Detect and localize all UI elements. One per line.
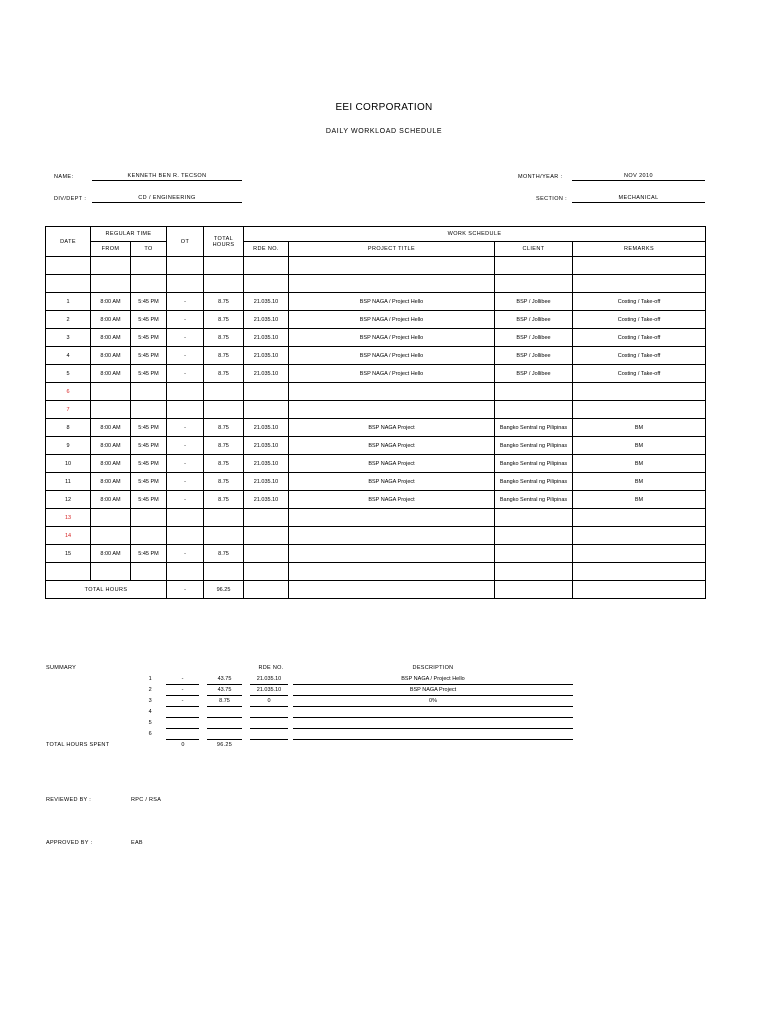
- cell-rde: [244, 257, 289, 275]
- total-empty-cell: [289, 581, 495, 599]
- cell-to: 5:45 PM: [131, 455, 167, 473]
- summary-ot: [166, 708, 199, 718]
- table-row: [46, 275, 706, 293]
- cell-project: BSP NAGA Project: [289, 491, 495, 509]
- cell-remarks: Costing / Take-off: [573, 347, 706, 365]
- cell-client: BSP / Jollibee: [495, 293, 573, 311]
- cell-remarks: [573, 509, 706, 527]
- cell-client: Bangko Sentral ng Pilipinas: [495, 473, 573, 491]
- regular-time-header: REGULAR TIME: [91, 227, 167, 242]
- summary-desc: [293, 730, 573, 740]
- cell-client: Bangko Sentral ng Pilipinas: [495, 455, 573, 473]
- remarks-header: REMARKS: [573, 242, 706, 257]
- to-header: TO: [131, 242, 167, 257]
- cell-total: 8.75: [204, 347, 244, 365]
- cell-date: [46, 275, 91, 293]
- cell-client: [495, 509, 573, 527]
- cell-remarks: [573, 545, 706, 563]
- total-empty-cell: [244, 581, 289, 599]
- cell-ot: [167, 563, 204, 581]
- cell-from: 8:00 AM: [91, 419, 131, 437]
- summary-desc-header: DESCRIPTION: [412, 665, 454, 671]
- cell-from: 8:00 AM: [91, 365, 131, 383]
- from-header: FROM: [91, 242, 131, 257]
- table-row: [46, 419, 706, 437]
- summary-rde: [250, 730, 288, 740]
- cell-ot: [167, 401, 204, 419]
- document-title: DAILY WORKLOAD SCHEDULE: [325, 128, 443, 135]
- project-title-header: PROJECT TITLE: [289, 242, 495, 257]
- table-row: [46, 329, 706, 347]
- cell-date: 3: [46, 329, 91, 347]
- summary-ot: -: [166, 697, 199, 707]
- summary-num: 6: [148, 731, 152, 737]
- cell-from: 8:00 AM: [91, 347, 131, 365]
- cell-ot: -: [167, 491, 204, 509]
- cell-rde: 21.035.10: [244, 491, 289, 509]
- cell-ot: [167, 257, 204, 275]
- cell-to: 5:45 PM: [131, 311, 167, 329]
- cell-date: [46, 257, 91, 275]
- cell-project: BSP NAGA / Project Hello: [289, 347, 495, 365]
- cell-to: [131, 401, 167, 419]
- cell-rde: [244, 563, 289, 581]
- cell-remarks: BM: [573, 419, 706, 437]
- cell-to: 5:45 PM: [131, 545, 167, 563]
- summary-num: 1: [148, 676, 152, 682]
- cell-client: [495, 563, 573, 581]
- cell-from: 8:00 AM: [91, 329, 131, 347]
- cell-from: [91, 509, 131, 527]
- total-empty-cell: [495, 581, 573, 599]
- cell-project: BSP NAGA / Project Hello: [289, 311, 495, 329]
- cell-remarks: Costing / Take-off: [573, 293, 706, 311]
- cell-total: 8.75: [204, 365, 244, 383]
- cell-remarks: [573, 383, 706, 401]
- cell-client: BSP / Jollibee: [495, 329, 573, 347]
- cell-total: [204, 563, 244, 581]
- cell-from: 8:00 AM: [91, 437, 131, 455]
- cell-date: [46, 563, 91, 581]
- cell-from: [91, 383, 131, 401]
- summary-num: 5: [148, 720, 152, 726]
- cell-remarks: [573, 275, 706, 293]
- cell-date: 10: [46, 455, 91, 473]
- cell-total: [204, 257, 244, 275]
- cell-ot: -: [167, 311, 204, 329]
- name-label: NAME:: [54, 174, 74, 180]
- cell-total: 8.75: [204, 491, 244, 509]
- cell-rde: 21.035.10: [244, 473, 289, 491]
- cell-ot: -: [167, 545, 204, 563]
- cell-from: 8:00 AM: [91, 545, 131, 563]
- cell-total: 8.75: [204, 455, 244, 473]
- cell-date: 7: [46, 401, 91, 419]
- cell-project: BSP NAGA / Project Hello: [289, 329, 495, 347]
- monthyear-label: MONTH/YEAR :: [518, 174, 563, 180]
- cell-client: BSP / Jollibee: [495, 365, 573, 383]
- cell-remarks: [573, 527, 706, 545]
- summary-rde-header: RDE NO.: [258, 665, 284, 671]
- cell-remarks: BM: [573, 491, 706, 509]
- cell-ot: [167, 275, 204, 293]
- cell-to: 5:45 PM: [131, 329, 167, 347]
- cell-project: [289, 275, 495, 293]
- cell-to: [131, 275, 167, 293]
- cell-from: [91, 275, 131, 293]
- cell-to: 5:45 PM: [131, 473, 167, 491]
- cell-date: 12: [46, 491, 91, 509]
- cell-to: 5:45 PM: [131, 365, 167, 383]
- cell-rde: 21.035.10: [244, 365, 289, 383]
- table-row: [46, 545, 706, 563]
- work-schedule-header: WORK SCHEDULE: [244, 227, 706, 242]
- cell-total: 8.75: [204, 437, 244, 455]
- table-row: [46, 437, 706, 455]
- cell-remarks: BM: [573, 473, 706, 491]
- total-ot: -: [167, 581, 204, 599]
- cell-ot: -: [167, 329, 204, 347]
- cell-rde: 21.035.10: [244, 311, 289, 329]
- cell-client: [495, 257, 573, 275]
- table-row: [46, 473, 706, 491]
- cell-project: BSP NAGA / Project Hello: [289, 365, 495, 383]
- cell-remarks: [573, 257, 706, 275]
- cell-date: 11: [46, 473, 91, 491]
- cell-from: 8:00 AM: [91, 311, 131, 329]
- summary-label: SUMMARY: [46, 665, 77, 671]
- cell-rde: [244, 509, 289, 527]
- cell-rde: 21.035.10: [244, 437, 289, 455]
- cell-project: [289, 401, 495, 419]
- cell-client: [495, 401, 573, 419]
- cell-ot: -: [167, 419, 204, 437]
- total-empty-cell: [573, 581, 706, 599]
- cell-ot: [167, 527, 204, 545]
- ot-header: OT: [167, 227, 204, 257]
- cell-project: BSP NAGA Project: [289, 419, 495, 437]
- cell-date: 8: [46, 419, 91, 437]
- cell-total: [204, 275, 244, 293]
- cell-to: [131, 527, 167, 545]
- summary-hours: 43.75: [207, 675, 242, 685]
- cell-project: [289, 257, 495, 275]
- table-row: [46, 455, 706, 473]
- cell-total: [204, 527, 244, 545]
- cell-remarks: Costing / Take-off: [573, 329, 706, 347]
- cell-project: BSP NAGA / Project Hello: [289, 293, 495, 311]
- cell-to: 5:45 PM: [131, 437, 167, 455]
- cell-ot: -: [167, 437, 204, 455]
- cell-rde: 21.035.10: [244, 347, 289, 365]
- total-hours-spent-label: TOTAL HOURS SPENT: [46, 742, 110, 748]
- cell-date: 9: [46, 437, 91, 455]
- summary-ot: -: [166, 686, 199, 696]
- summary-ot: [166, 730, 199, 740]
- cell-rde: [244, 401, 289, 419]
- cell-remarks: [573, 563, 706, 581]
- total-hours-spent-ot: 0: [181, 742, 185, 748]
- summary-rde: 0: [250, 697, 288, 707]
- cell-rde: 21.035.10: [244, 329, 289, 347]
- workload-table: [45, 226, 706, 599]
- cell-client: Bangko Sentral ng Pilipinas: [495, 419, 573, 437]
- cell-from: 8:00 AM: [91, 293, 131, 311]
- summary-rde: 21.035.10: [250, 686, 288, 696]
- cell-from: 8:00 AM: [91, 455, 131, 473]
- cell-from: [91, 527, 131, 545]
- cell-date: 15: [46, 545, 91, 563]
- cell-remarks: BM: [573, 455, 706, 473]
- total-hours-label: TOTAL HOURS: [46, 581, 167, 599]
- cell-total: 8.75: [204, 473, 244, 491]
- cell-rde: 21.035.10: [244, 419, 289, 437]
- cell-remarks: Costing / Take-off: [573, 365, 706, 383]
- cell-to: [131, 383, 167, 401]
- summary-hours: 43.75: [207, 686, 242, 696]
- cell-date: 2: [46, 311, 91, 329]
- total-hours-value: 96.25: [204, 581, 244, 599]
- cell-remarks: Costing / Take-off: [573, 311, 706, 329]
- cell-client: [495, 527, 573, 545]
- cell-ot: -: [167, 473, 204, 491]
- cell-date: 4: [46, 347, 91, 365]
- cell-project: [289, 383, 495, 401]
- cell-rde: 21.035.10: [244, 293, 289, 311]
- cell-rde: [244, 527, 289, 545]
- cell-rde: [244, 275, 289, 293]
- summary-num: 2: [148, 687, 152, 693]
- cell-project: BSP NAGA Project: [289, 455, 495, 473]
- cell-client: BSP / Jollibee: [495, 347, 573, 365]
- table-row: [46, 383, 706, 401]
- cell-date: 6: [46, 383, 91, 401]
- cell-project: [289, 509, 495, 527]
- cell-client: [495, 275, 573, 293]
- total-hours-spent-value: 96.25: [216, 742, 233, 748]
- summary-ot: [166, 719, 199, 729]
- cell-client: Bangko Sentral ng Pilipinas: [495, 437, 573, 455]
- cell-from: [91, 257, 131, 275]
- cell-from: [91, 563, 131, 581]
- cell-total: [204, 383, 244, 401]
- cell-to: [131, 257, 167, 275]
- table-row: [46, 527, 706, 545]
- cell-total: [204, 509, 244, 527]
- cell-date: 14: [46, 527, 91, 545]
- cell-client: [495, 383, 573, 401]
- cell-client: Bangko Sentral ng Pilipinas: [495, 491, 573, 509]
- summary-num: 3: [148, 698, 152, 704]
- cell-ot: [167, 509, 204, 527]
- table-row: [46, 509, 706, 527]
- cell-ot: -: [167, 293, 204, 311]
- cell-to: 5:45 PM: [131, 419, 167, 437]
- cell-total: 8.75: [204, 311, 244, 329]
- cell-to: 5:45 PM: [131, 347, 167, 365]
- divdept-value: CD / ENGINEERING: [92, 194, 242, 203]
- approved-by-label: APPROVED BY :: [46, 840, 93, 846]
- divdept-label: DIV/DEPT :: [54, 196, 87, 202]
- cell-total: 8.75: [204, 329, 244, 347]
- section-label: SECTION :: [536, 196, 568, 202]
- table-row: [46, 347, 706, 365]
- cell-from: 8:00 AM: [91, 491, 131, 509]
- company-name: EEI CORPORATION: [335, 102, 433, 113]
- summary-desc: 0%: [293, 697, 573, 707]
- cell-project: [289, 527, 495, 545]
- cell-to: 5:45 PM: [131, 491, 167, 509]
- reviewed-by-label: REVIEWED BY :: [46, 797, 92, 803]
- cell-from: 8:00 AM: [91, 473, 131, 491]
- cell-project: BSP NAGA Project: [289, 473, 495, 491]
- cell-client: [495, 545, 573, 563]
- summary-hours: [207, 708, 242, 718]
- cell-project: BSP NAGA Project: [289, 437, 495, 455]
- rde-no-header: RDE NO.: [244, 242, 289, 257]
- summary-rde: 21.035.10: [250, 675, 288, 685]
- cell-client: BSP / Jollibee: [495, 311, 573, 329]
- cell-remarks: BM: [573, 437, 706, 455]
- cell-ot: -: [167, 365, 204, 383]
- name-value: KENNETH BEN R. TECSON: [92, 172, 242, 181]
- cell-rde: [244, 545, 289, 563]
- table-row: [46, 563, 706, 581]
- table-row: [46, 365, 706, 383]
- cell-date: 13: [46, 509, 91, 527]
- cell-date: 5: [46, 365, 91, 383]
- summary-desc: BSP NAGA / Project Hello: [293, 675, 573, 685]
- summary-num: 4: [148, 709, 152, 715]
- summary-hours: [207, 719, 242, 729]
- approved-by-value: EAB: [131, 840, 143, 846]
- summary-rde: [250, 708, 288, 718]
- cell-from: [91, 401, 131, 419]
- reviewed-by-value: RPC / RSA: [131, 797, 162, 803]
- section-value: MECHANICAL: [572, 194, 705, 203]
- cell-ot: -: [167, 347, 204, 365]
- table-row: [46, 293, 706, 311]
- cell-to: 5:45 PM: [131, 293, 167, 311]
- total-hours-header: TOTAL HOURS: [204, 227, 244, 257]
- cell-ot: [167, 383, 204, 401]
- date-header: DATE: [46, 227, 91, 257]
- summary-hours: 8.75: [207, 697, 242, 707]
- table-row: [46, 401, 706, 419]
- table-row: [46, 311, 706, 329]
- table-row: [46, 491, 706, 509]
- cell-date: 1: [46, 293, 91, 311]
- cell-total: [204, 401, 244, 419]
- cell-to: [131, 509, 167, 527]
- cell-ot: -: [167, 455, 204, 473]
- summary-desc: [293, 719, 573, 729]
- cell-total: 8.75: [204, 419, 244, 437]
- monthyear-value: NOV 2010: [572, 172, 705, 181]
- summary-desc: BSP NAGA Project: [293, 686, 573, 696]
- summary-ot: -: [166, 675, 199, 685]
- summary-desc: [293, 708, 573, 718]
- summary-rde: [250, 719, 288, 729]
- cell-to: [131, 563, 167, 581]
- client-header: CLIENT: [495, 242, 573, 257]
- cell-rde: [244, 383, 289, 401]
- cell-total: 8.75: [204, 545, 244, 563]
- cell-project: [289, 545, 495, 563]
- cell-rde: 21.035.10: [244, 455, 289, 473]
- cell-project: [289, 563, 495, 581]
- table-row: [46, 257, 706, 275]
- summary-hours: [207, 730, 242, 740]
- cell-total: 8.75: [204, 293, 244, 311]
- cell-remarks: [573, 401, 706, 419]
